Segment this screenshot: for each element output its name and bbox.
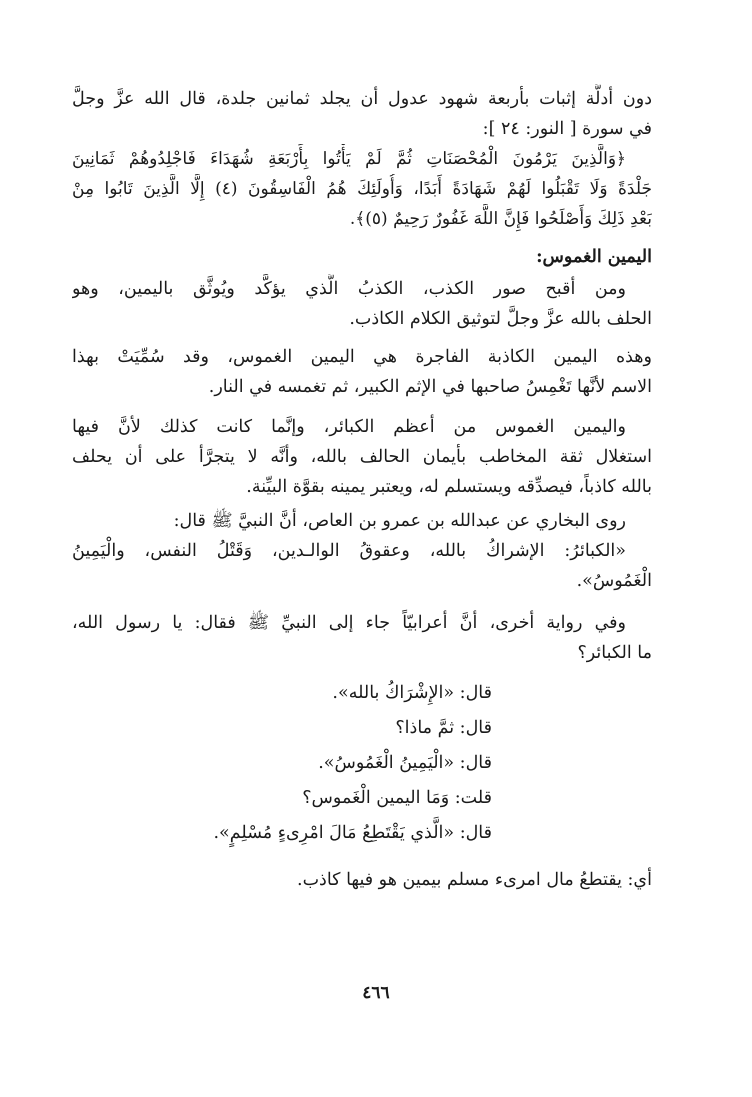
page-body (72, 84, 652, 895)
section-heading: اليمين الغموس: (536, 247, 652, 267)
text-line: روى البخاري عن عبدالله بن عمرو بن العاص، أنَّ النبيَّ ﷺ قال: (173, 511, 626, 531)
paragraph (72, 274, 652, 334)
verse-line: جَلْدَةً وَلَا تَقْبَلُوا لَهُمْ شَهَادَةً أَبَدًا، وَأُولَئِكَ هُمُ الْفَاسِقُونَ (٤) إِلَّا الَّذِينَ تَابُوا مِنْ (72, 179, 652, 199)
paragraph-hadith (72, 506, 652, 596)
dialog-line: قال: «الَّذي يَقْتَطِعُ مَالَ امْرِىءٍ مُسْلِمٍ». (213, 823, 492, 843)
text-line: واليمين الغموس من أعظم الكبائر، وإنَّما كانت كذلك لأنَّ فيها (72, 417, 626, 437)
verse-line: ﴿وَالَّذِينَ يَرْمُونَ الْمُحْصَنَاتِ ثُمَّ لَمْ يَأْتُوا بِأَرْبَعَةِ شُهَدَاءَ فَاجْلِدُوهُمْ ثَمَانِينَ (72, 149, 626, 169)
page-number: ٤٦٦ (362, 983, 390, 1003)
closing-line: أي: يقتطعُ مال امرىء مسلم بيمين هو فيها كاذب. (297, 870, 652, 890)
dialog-line: قال: «الْيَمِينُ الْغَمُوسُ». (318, 753, 492, 773)
paragraph (72, 608, 652, 668)
text-line: ومن أقبح صور الكذب، الكذبُ الَّذي يؤكَّد ويُوثَّق باليمين، وهو (72, 279, 626, 299)
paragraph (72, 412, 652, 502)
text-line: وهذه اليمين الكاذبة الفاجرة هي اليمين الغموس، وقد سُمِّيَتْ بهذا (72, 347, 652, 367)
text-line: ما الكبائر؟ (577, 643, 652, 663)
text-line: وفي رواية أخرى، أنَّ أعرابيّاً جاء إلى النبيِّ ﷺ فقال: يا رسول الله، (72, 613, 626, 633)
text-line: «الكبائرُ: الإشراكُ بالله، وعقوقُ الوالـدين، وَقَتْلُ النفس، والْيَمِينُ (72, 541, 626, 561)
verse-line: بَعْدِ ذَلِكَ وَأَصْلَحُوا فَإِنَّ اللَّهَ غَفُورٌ رَحِيمٌ (٥)﴾. (349, 209, 652, 229)
text-line: في سورة [ النور: ٢٤ ]: (482, 119, 652, 139)
text-line: الحلف بالله عزَّ وجلَّ لتوثيق الكلام الكاذب. (349, 309, 652, 329)
text-line: بالله كاذباً، فيصدِّقه ويستسلم له، ويعتبر يمينه بقوَّة البيِّنة. (246, 477, 652, 497)
quran-verse (72, 144, 652, 234)
text-line: دون أدلَّة إثبات بأربعة شهود عدول أن يجلد ثمانين جلدة، قال الله عزَّ وجلَّ (72, 89, 652, 109)
dialog-line: قلت: وَمَا اليمين الْغَموس؟ (302, 788, 492, 808)
text-line: الاسم لأنَّها تَغْمِسُ صاحبها في الإثم الكبير، ثم تغمسه في النار. (208, 377, 652, 397)
dialog-line: قال: ثمَّ ماذا؟ (395, 718, 492, 738)
text-line: الْغَمُوسُ». (576, 571, 652, 591)
paragraph (72, 342, 652, 402)
text-line: استغلال ثقة المخاطب بأيمان الحالف بالله، وأنَّه لا يتجرَّأ على أن يحلف (72, 447, 652, 467)
paragraph-intro (72, 84, 652, 144)
dialog-line: قال: «الإِشْرَاكُ بالله». (332, 683, 492, 703)
dialog-block (72, 676, 652, 851)
